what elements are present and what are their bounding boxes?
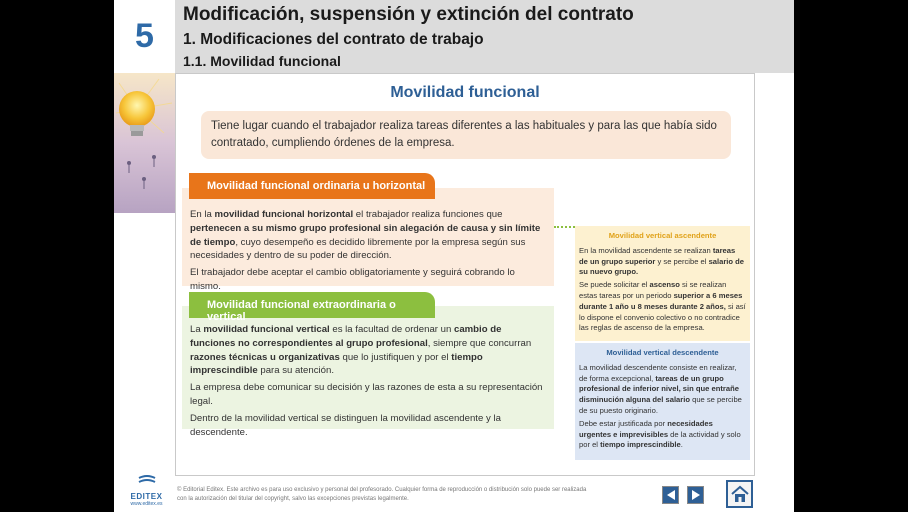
content-panel (175, 73, 755, 476)
descendente-title: Movilidad vertical descendente (606, 348, 719, 357)
vertical-paragraph-3: Dentro de la movilidad vertical se distinguen la movilidad ascendente y la descendente. (190, 412, 501, 438)
prev-button[interactable] (662, 486, 679, 504)
descendente-box (575, 343, 750, 460)
next-button[interactable] (687, 486, 704, 504)
home-button[interactable] (726, 480, 753, 508)
descendente-paragraph-1: La movilidad descendente consiste en realizar, de forma excepcional, tareas de un grupo profesional de inferior nivel, sin que entrañe disminución alguna del salario que se percibe de su puesto originario. (579, 362, 742, 415)
lightbulb-illustration (114, 73, 175, 213)
content-heading: Movilidad funcional (390, 84, 540, 101)
horizontal-box (182, 188, 554, 292)
section-title: 1.1. Movilidad funcional (183, 53, 341, 69)
editex-logo-icon (137, 475, 157, 487)
header (114, 0, 794, 73)
vertical-title: Movilidad funcional extraordinaria o vertical (189, 292, 435, 318)
ascendente-title: Movilidad vertical ascendente (608, 231, 717, 240)
slide (114, 0, 794, 512)
logo-url: www.editex.es (130, 501, 163, 507)
page-subtitle: 1. Modificaciones del contrato de trabajo (183, 31, 484, 48)
ascendente-paragraph-2: Se puede solicitar el ascenso si se realizan estas tareas por un periodo superior a 6 meses durante 1 año u 8 meses durante 2 años, si así lo dispone el convenio colectivo o no contradice las reglas de ascenso de la empresa. (579, 280, 746, 333)
page-title: Modificación, suspensión y extinción del contrato (183, 4, 634, 25)
intro-box: Tiene lugar cuando el trabajador realiza tareas diferentes a las habituales y para las que había sido contratado, cumpliendo órdenes de la empresa. (201, 111, 731, 159)
next-arrow-icon (690, 489, 702, 501)
horizontal-paragraph-2: El trabajador debe aceptar el cambio obligatoriamente y seguirá cobrando lo mismo. (190, 267, 515, 292)
horizontal-title: Movilidad funcional ordinaria u horizontal (189, 173, 435, 199)
prev-arrow-icon (665, 489, 677, 501)
editex-logo (124, 474, 169, 507)
connector-line (554, 226, 575, 228)
ascendente-box (575, 226, 750, 341)
horizontal-paragraph-1: En la movilidad funcional horizontal el trabajador realiza funciones que pertenecen a su mismo grupo profesional sin alegación de causa y sin límite de tiempo, cuyo desempeño es decidido libremente por la empresa según sus necesidades y dentro de su poder de dirección. (190, 209, 541, 262)
logo-text: EDITEX (130, 492, 163, 501)
descendente-paragraph-2: Debe estar justificada por necesidades urgentes e imprevisibles de la actividad y solo por el tiempo imprescindible. (579, 418, 741, 450)
unit-number: 5 (135, 17, 154, 55)
vertical-box (182, 306, 554, 438)
copyright-notice: © Editorial Editex. Este archivo es para uso exclusivo y personal del profesorado. Cualquier forma de reproducción o distribución solo puede ser realizada con la autorización del titular del copyright, salvo las excepciones previstas legalmente. (177, 487, 587, 502)
home-icon (730, 484, 750, 504)
unit-badge (114, 0, 175, 73)
ascendente-paragraph-1: En la movilidad ascendente se realizan tareas de un grupo superior y se percibe el salario de su nuevo grupo. (579, 245, 745, 277)
vertical-paragraph-1: La movilidad funcional vertical es la facultad de ordenar un cambio de funciones no correspondientes al grupo profesional, siempre que concurran razones técnicas u organizativas que lo justifiquen y por el tiempo imprescindible para su atención. (190, 324, 532, 377)
vertical-paragraph-2: La empresa debe comunicar su decisión y las razones de esta a su representación legal. (190, 382, 543, 407)
